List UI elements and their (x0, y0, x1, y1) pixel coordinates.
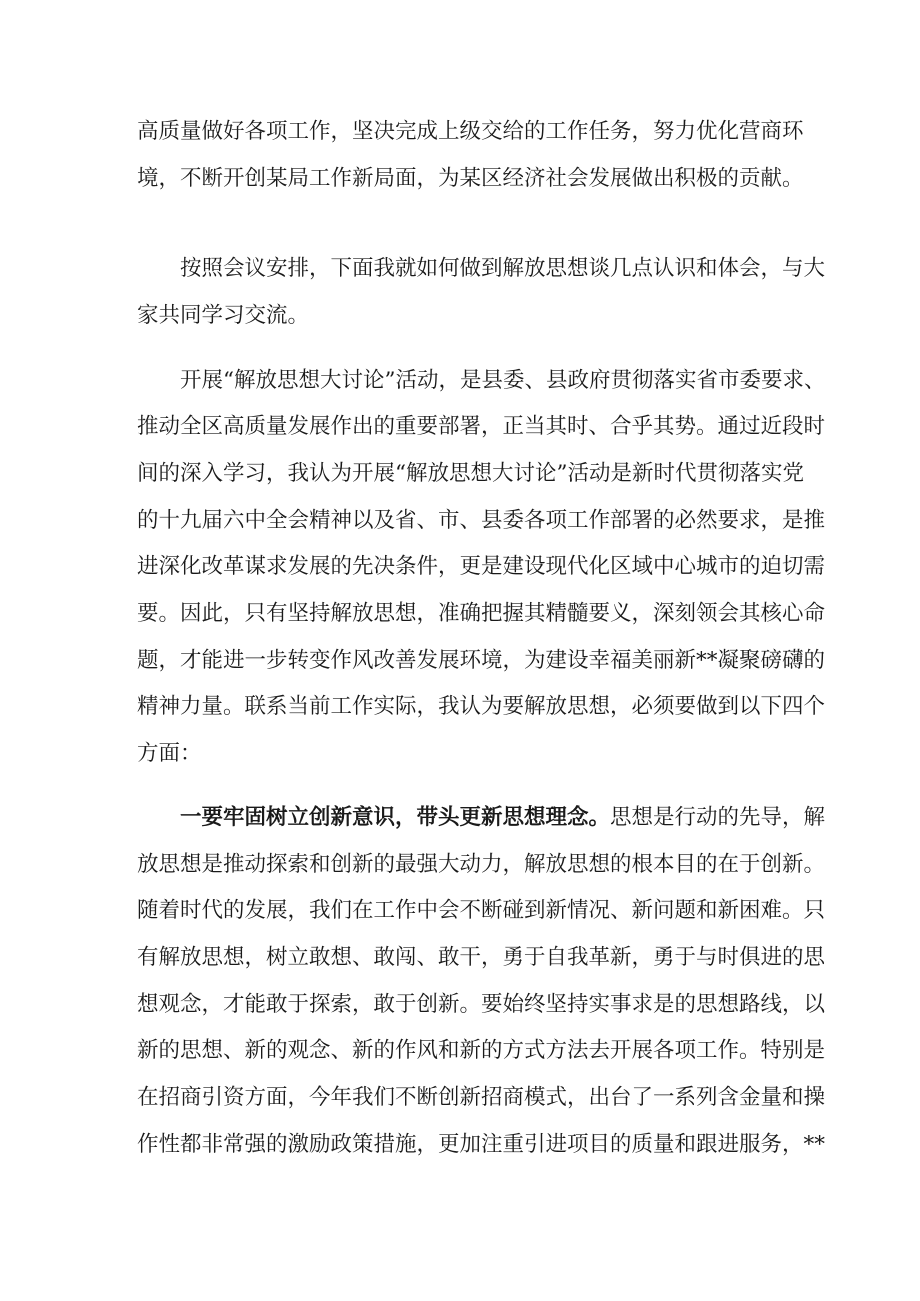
paragraph-4-line-3: 随着时代的发展，我们在工作中会不断碰到新情况、新问题和新困难。只 (137, 898, 826, 923)
paragraph-4-line-1-rest: 思想是行动的先导，解 (610, 805, 826, 830)
paragraph-4-line-2: 放思想是推动探索和创新的最强大动力，解放思想的根本目的在于创新。 (137, 852, 826, 877)
paragraph-4-line-6: 新的思想、新的观念、新的作风和新的方式方法去开展各项工作。特别是 (137, 1038, 826, 1063)
paragraph-3-line-6: 要。因此，只有坚持解放思想，准确把握其精髓要义，深刻领会其核心命 (137, 601, 826, 626)
paragraph-4-line-5: 想观念，才能敢于探索，敢于创新。要始终坚持实事求是的思想路线，以 (137, 992, 826, 1017)
paragraph-4-line-1 (180, 800, 826, 836)
paragraph-3-line-9: 方面： (137, 741, 202, 766)
paragraph-4-line-7: 在招商引资方面，今年我们不断创新招商模式，出台了一系列含金量和操 (137, 1085, 826, 1110)
paragraph-1-line-1: 高质量做好各项工作，坚决完成上级交给的工作任务，努力优化营商环 (137, 119, 804, 144)
paragraph-3-line-7: 题，才能进一步转变作风改善发展环境，为建设幸福美丽新**凝聚磅礴的 (137, 648, 826, 673)
paragraph-3-line-5: 进深化改革谋求发展的先决条件，更是建设现代化区域中心城市的迫切需 (137, 554, 826, 579)
paragraph-4-line-8: 作性都非常强的激励政策措施，更加注重引进项目的质量和跟进服务，** (137, 1132, 826, 1157)
paragraph-4-line-4: 有解放思想，树立敢想、敢闯、敢干，勇于自我革新，勇于与时俱进的思 (137, 945, 826, 970)
paragraph-3-line-8: 精神力量。联系当前工作实际，我认为要解放思想，必须要做到以下四个 (137, 694, 826, 719)
paragraph-2-line-1: 按照会议安排，下面我就如何做到解放思想谈几点认识和体会，与大 (180, 256, 826, 281)
paragraph-3-line-2: 推动全区高质量发展作出的重要部署，正当其时、合乎其势。通过近段时 (137, 414, 826, 439)
paragraph-3-line-3: 间的深入学习，我认为开展“解放思想大讨论”活动是新时代贯彻落实党 (137, 461, 804, 486)
paragraph-1-line-2: 境，不断开创某局工作新局面，为某区经济社会发展做出积极的贡献。 (137, 166, 804, 191)
section-heading: 一要牢固树立创新意识，带头更新思想理念。 (180, 805, 611, 830)
paragraph-3-line-4: 的十九届六中全会精神以及省、市、县委各项工作部署的必然要求，是推 (137, 508, 826, 533)
paragraph-2-line-2: 家共同学习交流。 (137, 303, 310, 328)
paragraph-3-line-1: 开展“解放思想大讨论”活动，是县委、县政府贯彻落实省市委要求、 (180, 368, 826, 393)
